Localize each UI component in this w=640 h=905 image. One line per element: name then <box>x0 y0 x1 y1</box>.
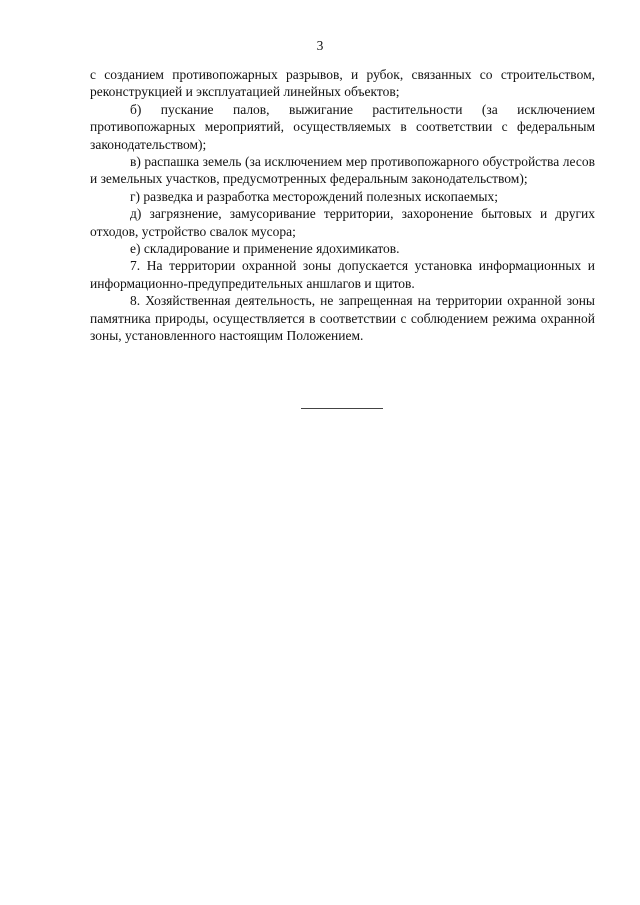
paragraph-item-e: е) складирование и применение ядохимикатов. <box>130 241 400 257</box>
page-number: 3 <box>316 38 324 53</box>
paragraph-item-g: г) разведка и разработка месторождений полезных ископаемых; <box>130 188 499 204</box>
paragraph-clause-8: 8. Хозяйственная деятельность, не запрещенная на территории охранной зоны памятника природы, осуществляется в соответствии с соблюдением режима охранной зоны, установленного настоящим Положением. <box>90 293 595 344</box>
paragraph-continuation: с созданием противопожарных разрывов, и рубок, связанных со строительством, реконструкцией и эксплуатацией линейных объектов; <box>90 67 595 100</box>
paragraph-clause-7: 7. На территории охранной зоны допускается установка информационных и информационно-предупредительных аншлагов и щитов. <box>90 258 595 291</box>
paragraph-item-b: б) пускание палов, выжигание растительности (за исключением противопожарных мероприятий, осуществляемых в соответствии с федеральным законодательством); <box>90 101 595 152</box>
paragraph-item-d: д) загрязнение, замусоривание территории, захоронение бытовых и других отходов, устройство свалок мусора; <box>90 206 595 239</box>
body-text <box>90 66 595 345</box>
closing-divider-line <box>301 408 383 409</box>
paragraph-item-v: в) распашка земель (за исключением мер противопожарного обустройства лесов и земельных участков, предусмотренных федеральным законодательством); <box>90 154 595 187</box>
